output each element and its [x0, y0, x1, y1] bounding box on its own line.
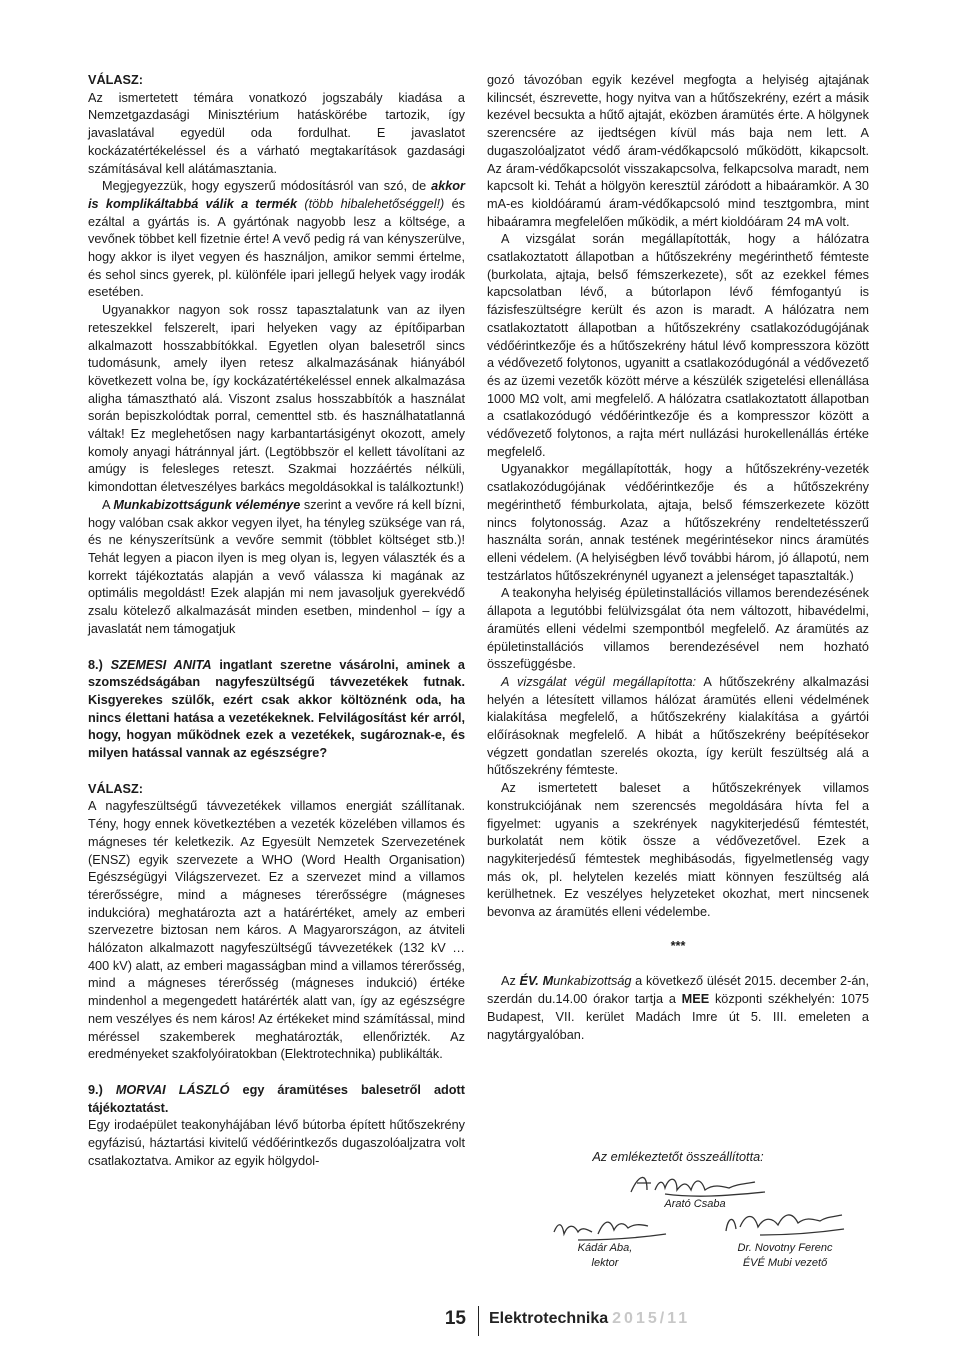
- signer-novotny-name: Dr. Novotny Ferenc: [737, 1242, 833, 1254]
- paragraph: A teakonyha helyiség épületinstallációs villamos berendezésének állapota a legutóbbi felülvizsgálat óta nem változott, hibavédelmi, áramütés elleni védelmi szempontból megfelelő. Az áramütés az épületinstallációs villamos berendezésével nem hozható összefüggésbe.: [487, 586, 869, 672]
- signer-arato: Arató Csaba: [664, 1198, 726, 1210]
- signer-novotny-role: ÉVÉ Mubi vezető: [742, 1257, 828, 1269]
- issue-number: 2015/11: [612, 1310, 691, 1327]
- signer-kadar-role: lektor: [591, 1257, 619, 1269]
- paragraph: Ugyanakkor megállapították, hogy a hűtőszekrény-vezeték csatlakozódugójának védőérintkezője és a hűtőszekrény megérinthető fémburkolata, ajtaja, belső fémszerkezete között nincs folytonosság. Azaz a hűtőszekrény rendeltetésszerű használta során, annak testének megérintésekor nincs áramütés elleni védelem. (A helyiségben lévő további három, jó állapotú, nem testzárlatos hűtőszekrénynél ugyanezt a jelenséget tapasztalták.): [487, 462, 869, 583]
- page-footer: [0, 1308, 960, 1332]
- paragraph: A nagyfeszültségű távvezetékek villamos energiát szállítanak. Tény, hogy ennek következtében a vezeték közelében villamos és mágneses tér keletkezik. Az Egyesült Nemzetek Szervezetének (ENSZ) egyik szervezete a WHO (Word Health Organisation) Egészségügyi Világszervezet. Ez a szervezet mind a villamos térerősségre, mind a mágneses térerősségre (mágneses indukcióra) meghatározta azt a határértéket, amely az emberi szervezetre biztosan nem káros. A Magyarországon, az átviteli hálózaton alkalmazott nagyfeszültségű távvezetékek (132 kV … 400 kV) alatt, az emberi magasságban mind a villamos térerősség, mind a mágneses térerősség (mágneses indukció) értéke mindenhol a megengedett határérték alatt van, így az egészségre nem veszélyes és nem káros! Az értékeket mind számítással, mind méréssel szakemberek meghatározták, ellenőrizték. Az eredményeket szakfolyóiratokban (Elektrotechnika) publikálták.: [88, 799, 465, 1062]
- signature-novotny-image: [720, 1205, 850, 1239]
- question-8: 8.) SZEMESI ANITA ingatlant szeretne vásárolni, aminek a szomszédságában nagyfeszültségű távvezetékek futnak. Kisgyerekes szülők, ezért csak akkor költöznénk oda, ha nincs élettani hatása a vezetékeknek. Felvilágosítást kér arról, hogy, hogyan működnek ezek a vezetékek, sugároznak-e, és milyen hatással vannak az egészségre?: [88, 657, 465, 761]
- paragraph: gozó távozóban egyik kezével megfogta a helyiség ajtajának kilincsét, észrevette, hogy nyitva van a hűtőszekrény, ezért a másik kezével becsukta a hűtő ajtaját, eközben áramütés érte. A hölgynek szerencsére az ijedtségen kívül más baja nem lett. A dugaszolóaljzatot védő áram-védőkapcsoló működött, kikapcsolt. Az áram-védőkapcsolót visszakapcsolva, felkapcsolva maradt, nem kapcsolt ki. Tehát a hölgyön keresztül záródott a hibaáramkör. A 30 mA-es kioldóáramú áram-védőkapcsoló mind tesztgombra, mint hibaáramra megfelelően működik, a mért kioldóáram 24 mA volt.: [487, 73, 869, 229]
- paragraph: A vizsgálat végül megállapította: A hűtőszekrény alkalmazási helyén a létesített villamos hálózat áramütés elleni védelmének kialakítása megfelelő, a hűtőszekrény kialakítása a gyártói előírásoknak megfelelő. A hibát a hűtőszekrény beépítésekor végzett gondatlan szerelés okozta, így került feszültség alá a hűtőszekrény fémteste.: [487, 674, 869, 778]
- signer-kadar-name: Kádár Aba,: [577, 1242, 633, 1254]
- separator-stars: ***: [670, 938, 686, 953]
- signature-kadar-image: [548, 1212, 678, 1244]
- question-9: 9.) MORVAI LÁSZLÓ egy áramütéses balesetről adott tájékoztatást.: [88, 1082, 465, 1115]
- footer-divider: [478, 1306, 479, 1336]
- answer-label: VÁLASZ:: [88, 781, 143, 796]
- right-column: [487, 72, 869, 1044]
- paragraph: Az ismertetett témára vonatkozó jogszabály kiadása a Nemzetgazdasági Minisztérium hatáskörébe tartozik, így javaslatával egyedül oda fordulhat. E javaslatot kockázatértékeléssel és a várható megtakarítások gazdasági számításával kell alátámasztania.: [88, 90, 465, 176]
- left-column: [88, 72, 465, 1170]
- answer-label: VÁLASZ:: [88, 73, 143, 87]
- magazine-name: Elektrotechnika: [489, 1310, 609, 1327]
- paragraph: Megjegyezzük, hogy egyszerű módosításról van szó, de akkor is komplikáltabbá válik a termék (több hibalehetőséggel!) és ezáltal a gyártás is. A gyártónak nagyobb lesz a költsége, a vevőnek többet kell fizetnie érte! A vevő pedig rá van kényszerülve, hogy akkor is ilyet vegyen és használjon, amikor semmi értelme, és sehol sincs gyerek, pl. különféle ipari jellegű helyek vagy irodák esetében.: [88, 179, 465, 300]
- signature-caption: Az emlékeztetőt összeállította:: [592, 1150, 764, 1164]
- meeting-notice: Az ÉV. Munkabizottság a következő ülését 2015. december 2-án, szerdán du.14.00 órakor tartja a MEE központi székhelyén: 1075 Budapest, VII. kerület Madách Imre út 5. III. emeleten a nagytárgyalóban.: [487, 974, 870, 1042]
- page-number: 15: [444, 1308, 466, 1329]
- paragraph: Ugyanakkor nagyon sok rossz tapasztalatunk van az ilyen reteszekkel felszerelt, ipari helyeken vagy az építőiparban alkalmazott hosszabbítókkal. Egyetlen olyan balesetről sincs tudomásunk, amely ilyen retesz alkalmazásának hiányából következett volna be, így kockázatértékeléssel ennek alkalmazása aligha támasztható alá. Viszont zsalus hosszabbítók a használat során bepiszkolódtak porral, cementtel stb. és használhatatlanná váltak! Ez meglehetősen nagy karbantartásigényt okozott, amely komoly anyagi hátránnyal járt. (Legtöbbször el kellett távolítani az amúgy is felesleges reteszt. Szakmai hozzáértés nélküli, kimondottan életveszélyes barkács megoldásokkal is találkoztunk!): [88, 303, 465, 495]
- paragraph: A vizsgálat során megállapították, hogy a hálózatra csatlakoztatott állapotban a hűtőszekrény megérinthető fémteste (burkolata, ajtaja, belső fémszerkezete), sőt az ezekkel fémes kapcsolatban lévő, a bútorlapon lévő fémfogantyú is fázisfeszültségre került és azon is maradt. A hálózatra nem csatlakoztatott állapotban a hűtőszekrény csatlakozódugójának védőérintkezője és a hűtőszekrény hátul lévő kompresszora között a védővezető folytonos, ugyanitt a csatlakozódugónál a védővezető és az üzemi vezetők között mérve a készülék szigetelési ellenállása 1000 MΩ volt, ami megfelelő. A hálózatra csatlakoztatott állapotban a csatlakozódugó védőérintkezője és a kompresszor között a védővezető folytonos, a rajta mért nullázási hurokellenállás értéke megfelelő.: [487, 232, 869, 459]
- magazine-title: [489, 1310, 690, 1328]
- paragraph: A Munkabizottságunk véleménye szerint a vevőre rá kell bízni, hogy valóban csak akkor vegyen ilyet, ha tényleg szüksége van rá, és ne kényszerítsünk a vevőre semmit (többlet költséget stb.)! Tehát legyen a piacon ilyen is meg olyan is, legyen választék és a korrekt tájékoztatás alapján a vevő válassza ki magának az optimális megoldást! Ezek alapján mi nem javasoljuk gyerekvédő zsalu kötelező alkalmazását minden esetben, mindenhol – így a javaslatát nem támogatjuk: [88, 497, 465, 636]
- paragraph: Az ismertetett baleset a hűtőszekrények villamos konstrukciójának nem szerencsés megoldására hívta fel a figyelmet: ugyanis a szekrények nagykiterjedésű fémtestét, burkolatát nem kötik össze a védővezetővel. Ezek a nagykiterjedésű fémtestek meghibásodás, figyelmetlenség vagy más ok, pl. helytelen kezelés miatt könnyen feszültség alá kerülhetnek. Ez veszélyes helyzeteket okozhat, mert nincsenek bevonva az áramütés elleni védelembe.: [487, 781, 869, 920]
- paragraph: Egy irodaépület teakonyhájában lévő bútorba épített hűtőszekrény egyfázisú, háztartási kivitelű védőérintkezős dugaszolóaljzatra volt csatlakoztatva. Amikor az egyik hölgydol-: [88, 1118, 465, 1168]
